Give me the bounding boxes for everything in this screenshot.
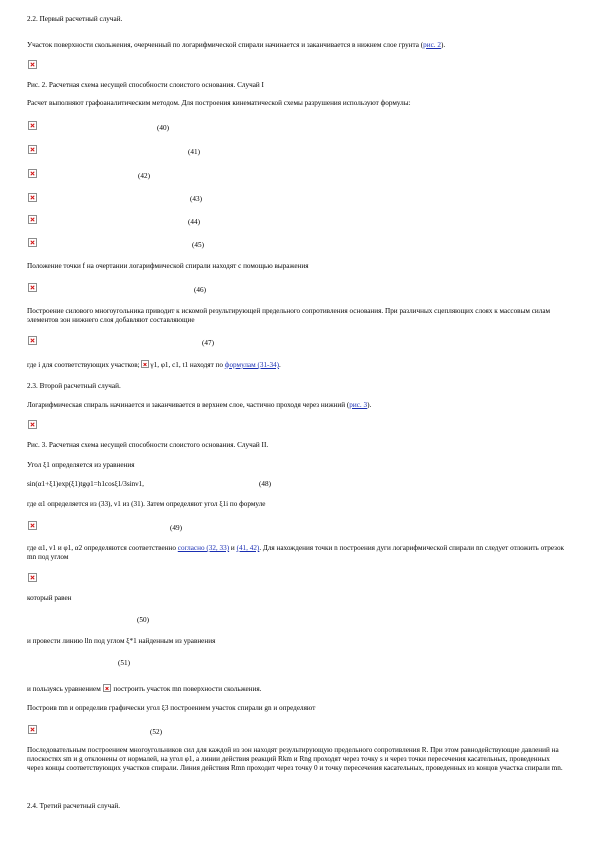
where-mid: γ1, φ1, c1, t1 находят по [150,361,223,369]
paragraph [27,360,565,370]
paragraph: Последовательным построением многоугольников сил для каждой из зон находят результирующую предельного сопротивления R. При этом равнодействующие давлений на плоскостях sm и g отклонены от нормалей, на угол φ1, а линии действия реакций Rkm и Rng проходят через точку s и через точки пересечения касательных, проведенных через концы соответствующих участков спирали. Линия действия Rmn проходит через точку 0 и точку пересечения касательных, проведенных из концов участка спирали mn. [27,746,563,772]
broken-image-icon [28,238,37,247]
broken-image-icon [28,215,37,224]
paragraph: Угол ξ1 определяется из уравнения [27,461,135,469]
paragraph: и провести линию lln под углом ξ*1 найденным из уравнения [27,637,216,645]
broken-image-icon [28,193,37,202]
figure-caption: Рис. 2. Расчетная схема несущей способности слоистого основания. Случай I [27,81,264,89]
equation-number: (40) [157,124,169,132]
equation-number: (42) [138,172,150,180]
using-prefix: и пользуясь уравнением [27,685,101,693]
equation-number: (44) [188,218,200,226]
using-rest: построить участок mn поверхности скольжения. [113,685,262,693]
section-heading-2-3: 2.3. Второй расчетный случай. [27,382,121,390]
broken-image-icon [28,60,37,69]
paragraph [27,544,565,562]
equation-number: (48) [259,480,271,488]
figure-link[interactable]: рис. 3 [349,401,368,409]
broken-image-icon [28,725,37,734]
paragraph-text: Логарифмическая спираль начинается и заканчивается в верхнем слое, частично проходя через нижний ( [27,401,350,409]
where-end: . [279,361,281,369]
paragraph [27,401,565,410]
paragraph-end: ). [367,401,372,409]
equation-number: (46) [194,286,206,294]
broken-image-icon [28,521,37,530]
where2-prefix: где α1, ν1 и φ1, α2 определяются соответственно [27,544,176,552]
broken-image-icon [28,420,37,429]
paragraph [27,41,565,50]
broken-image-icon [28,283,37,292]
paragraph: где α1 определяется из (33), ν1 из (31). Затем определяют угол ξ1i по формуле [27,500,266,508]
figure-caption: Рис. 3. Расчетная схема несущей способности слоистого основания. Случай II. [27,441,269,449]
where2-and: и [230,544,235,552]
equation-number: (41) [188,148,200,156]
paragraph: Построение силового многоугольника приводит к искомой результирующей предельного сопротивления основания. При различных сцепляющих слоях к массовым силам элементов зон нижнего слоя добавляют составляющие [27,307,551,324]
paragraph: Построив mn и определив графически угол ξ3 построением участок спирали gn и определяют [27,704,316,712]
paragraph [27,684,565,694]
broken-image-icon [28,145,37,154]
formula-link[interactable]: согласно (32, 33) [177,544,230,552]
equation-number: (51) [118,659,130,667]
paragraph: который равен [27,594,72,602]
where-prefix: где i для соответствующих участков; [27,361,140,369]
broken-image-icon [28,336,37,345]
formula-link[interactable]: (41, 42) [236,544,260,552]
equation-number: (52) [150,728,162,736]
broken-image-icon [141,360,149,368]
equation-number: (50) [137,616,149,624]
where2-rest: . Для нахождения точки n построения дуги логарифмической спирали nn следует отложить отрезок mn под углом [27,544,565,561]
broken-image-icon [28,169,37,178]
paragraph: Расчет выполняют графоаналитическим методом. Для построения кинематической схемы разрушения используют формулы: [27,99,411,107]
section-heading-2-2: 2.2. Первый расчетный случай. [27,15,123,23]
paragraph-end: ). [440,41,446,49]
equation-number: (47) [202,339,214,347]
broken-image-icon [103,684,111,692]
equation-number: (43) [190,195,202,203]
section-heading-2-4: 2.4. Третий расчетный случай. [27,802,121,810]
equation-number: (49) [170,524,182,532]
broken-image-icon [28,573,37,582]
paragraph-text: Участок поверхности скольжения, очерченный по логарифмической спирали начинается и заканчивается в нижнем слое грунта ( [27,41,424,49]
paragraph: Положение точки f на очертании логарифмической спирали находят с помощью выражения [27,262,309,270]
equation-number: (45) [192,241,204,249]
formula-link[interactable]: формулам (31-34) [224,361,280,369]
equation-line: sin(α1+ξ1)exp(ξ1)tgφ1=h1cosξ1/3sinν1, [27,480,144,488]
figure-link[interactable]: рис. 2 [423,41,441,49]
broken-image-icon [28,121,37,130]
